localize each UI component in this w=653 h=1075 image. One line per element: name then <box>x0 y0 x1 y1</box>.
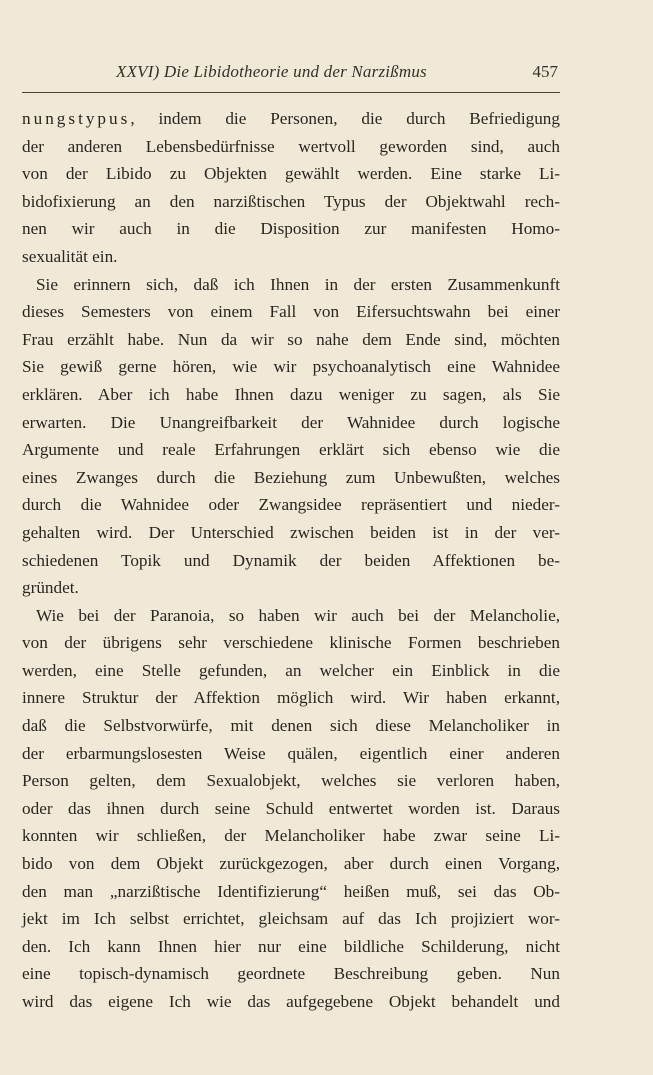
text-line: erklären. Aber ich habe Ihnen dazu weniger zu sagen, als Sie <box>22 384 560 404</box>
text-line: den man „narzißtische Identifizierung“ heißen muß, sei das Ob- <box>22 881 560 901</box>
text-line: eine topisch-dynamisch geordnete Beschreibung geben. Nun <box>22 964 560 984</box>
chapter-title: XXVI) Die Libidotheorie und der Narzißmus <box>116 62 427 81</box>
text-line: gehalten wird. Der Unterschied zwischen beiden ist in der ver- <box>22 522 560 542</box>
line-rest: , indem die Personen, die durch Befriedigung <box>130 109 560 128</box>
text-line: Frau erzählt habe. Nun da wir so nahe dem Ende sind, möchten <box>22 329 560 349</box>
text-line: der erbarmungslosesten Weise quälen, eigentlich einer anderen <box>22 743 560 763</box>
text-line: der anderen Lebensbedürfnisse wertvoll geworden sind, auch <box>22 136 560 156</box>
body-text <box>22 105 560 1016</box>
spaced-word: nungstypus <box>22 109 131 128</box>
header-rule <box>22 92 560 93</box>
text-line: konnten wir schließen, der Melancholiker habe zwar seine Li- <box>22 826 560 846</box>
text-line: bidofixierung an den narzißtischen Typus der Objektwahl rech- <box>22 191 560 211</box>
text-line: Wie bei der Paranoia, so haben wir auch bei der Melancholie, <box>36 605 560 625</box>
text-line: Argumente und reale Erfahrungen erklärt sich ebenso wie die <box>22 440 560 460</box>
text-line: bido von dem Objekt zurückgezogen, aber durch einen Vorgang, <box>22 854 560 874</box>
text-line: durch die Wahnidee oder Zwangsidee repräsentiert und nieder- <box>22 495 560 515</box>
text-line: oder das ihnen durch seine Schuld entwertet worden ist. Daraus <box>22 798 560 818</box>
text-line: erwarten. Die Unangreifbarkeit der Wahnidee durch logische <box>22 412 560 432</box>
text-line: nen wir auch in die Disposition zur manifesten Homo- <box>22 219 560 239</box>
text-line: jekt im Ich selbst errichtet, gleichsam auf das Ich projiziert wor- <box>22 909 560 929</box>
text-line: eines Zwanges durch die Beziehung zum Unbewußten, welches <box>22 467 560 487</box>
text-line: daß die Selbstvorwürfe, mit denen sich diese Melancholiker in <box>22 716 560 736</box>
page-number: 457 <box>532 62 558 81</box>
text-line: Person gelten, dem Sexualobjekt, welches sie verloren haben, <box>22 771 560 791</box>
text-line: werden, eine Stelle gefunden, an welcher ein Einblick in die <box>22 660 560 680</box>
text-line: von der Libido zu Objekten gewählt werden. Eine starke Li- <box>22 164 560 184</box>
text-line: innere Struktur der Affektion möglich wird. Wir haben erkannt, <box>22 688 560 708</box>
text-line: gründet. <box>22 578 79 598</box>
text-line <box>22 105 560 133</box>
text-line: den. Ich kann Ihnen hier nur eine bildliche Schilderung, nicht <box>22 936 560 956</box>
text-line: schiedenen Topik und Dynamik der beiden Affektionen be- <box>22 550 560 570</box>
text-line: Sie gewiß gerne hören, wie wir psychoanalytisch eine Wahnidee <box>22 357 560 377</box>
text-line: Sie erinnern sich, daß ich Ihnen in der ersten Zusammenkunft <box>36 274 560 294</box>
text-line: von der übrigens sehr verschiedene klinische Formen beschrieben <box>22 633 560 653</box>
text-line: wird das eigene Ich wie das aufgegebene Objekt behandelt und <box>22 992 560 1011</box>
text-line: dieses Semesters von einem Fall von Eifersuchtswahn bei einer <box>22 302 560 322</box>
text-line: sexualität ein. <box>22 246 118 266</box>
running-header <box>22 62 560 86</box>
